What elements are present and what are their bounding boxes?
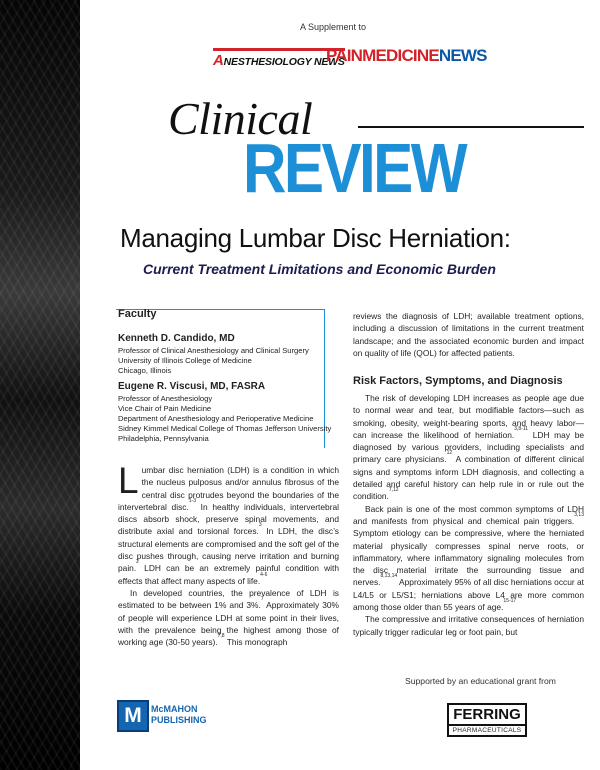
text-run: umbar disc herniation (LDH) is a condition in which the nucleus pulposus and/or annulus fibrosus of the central disc protrudes beyond the boundaries of the intervertebral disc. <box>118 465 339 512</box>
ferring-subtitle: PHARMACEUTICALS <box>447 726 527 737</box>
pain-medicine-news-logo <box>326 46 487 66</box>
mcmahon-line: PUBLISHING <box>151 715 207 725</box>
article-subtitle: Current Treatment Limitations and Economic Burden <box>143 261 496 277</box>
citation: 1-3 <box>188 497 197 504</box>
affiliation-line: Professor of Anesthesiology <box>118 394 213 403</box>
news-part: NEWS <box>438 46 487 65</box>
faculty-affiliation <box>118 346 348 376</box>
pain-medicine-part: PAINMEDICINE <box>326 46 439 65</box>
citation: 3,8-11 <box>514 425 529 432</box>
text-run: A combination of different clinical signs and symptoms inform LDH diagnosis, and collecting a detailed and careful history can help rule in or rule out the condition. <box>353 454 585 502</box>
affiliation-line: Philadelphia, Pennsylvania <box>118 434 209 443</box>
text-run: Approximately 95% of all disc herniations occur at L4/L5 or L5/S1; herniations above L4 are more common among those older than 55 years of age. <box>353 577 584 613</box>
citation: 12 <box>446 450 453 457</box>
clinical-heading: Clinical <box>168 93 313 144</box>
text-run: In developed countries, the prevalence of LDH is estimated to be between 1% and 3%. <box>118 587 339 611</box>
body-left-column <box>118 460 339 648</box>
body-paragraph: The compressive and irritative consequences of herniation typically trigger radicular leg or foot pain, but <box>353 614 584 637</box>
text-run: Back pain is one of the most common symptoms of LDH and manifests from physical and chemical pain triggers. <box>353 503 584 526</box>
text-run: This monograph <box>224 637 288 648</box>
faculty-member-1 <box>118 333 348 376</box>
mcmahon-line: McMAHON <box>151 704 198 714</box>
citation: 4-6 <box>260 571 268 578</box>
decorative-side-band <box>0 0 80 770</box>
citation: 7,12 <box>388 487 399 494</box>
faculty-name: Kenneth D. Candido, MD <box>118 333 235 344</box>
citation: 3,13 <box>574 511 584 518</box>
citation: 7 <box>260 596 264 603</box>
review-heading: REVIEW <box>243 129 466 207</box>
mcmahon-m-icon: M <box>117 700 149 732</box>
faculty-affiliation <box>118 394 363 444</box>
citation: 3 <box>258 522 262 529</box>
citation: 2 <box>136 559 139 566</box>
citation: 15-17 <box>503 598 517 605</box>
text-run: Symptom etiology can be compressive, where the herniated material physically compresses spinal nerve roots, or inflammatory, where inflammatory signaling molecules from the disc material irritate the surrounding tissue and nerves. <box>353 528 584 588</box>
text-run: In healthy individuals, intervertebral discs absorb shock, preserve spinal movements, and distribute axial and torsional forces. <box>118 501 339 537</box>
body-paragraph <box>118 587 339 648</box>
text-run: The risk of developing LDH increases as people age due to normal wear and tear, but modifiable factors—such as smoking, obesity, weight-bearing sports, and heavy labor—can increase the likelihood of herniation. <box>353 393 584 440</box>
body-paragraph: reviews the diagnosis of LDH; available treatment options, including a discussion of limitations in the current treatment landscape; and the associated economic burden and impact on quality of life (QOL) for affected patients. <box>353 311 584 358</box>
grant-support-note: Supported by an educational grant from <box>405 676 556 686</box>
affiliation-line: Vice Chair of Pain Medicine <box>118 404 212 413</box>
faculty-member-2 <box>118 381 363 444</box>
text-run: Approximately 30% of people will experience LDH at some point in their lives, with the prevalence being the highest among those of working age (30-50 years). <box>118 600 339 648</box>
header-rule <box>358 126 584 128</box>
affiliation-line: Professor of Clinical Anesthesiology and Clinical Surgery <box>118 346 309 355</box>
body-paragraph <box>353 392 584 503</box>
ferring-wordmark: FERRING <box>447 703 527 726</box>
article-title: Managing Lumbar Disc Herniation: <box>120 223 511 253</box>
body-right-column <box>353 392 584 638</box>
faculty-name: Eugene R. Viscusi, MD, FASRA <box>118 381 266 392</box>
body-right-intro <box>353 310 584 359</box>
affiliation-line: Chicago, Illinois <box>118 366 172 375</box>
drop-cap: L <box>118 460 139 501</box>
text-run: LDH can be an extremely painful condition with effects that affect many aspects of life. <box>118 563 339 586</box>
mcmahon-wordmark <box>151 704 207 726</box>
body-paragraph <box>353 503 584 614</box>
affiliation-line: University of Illinois College of Medicine <box>118 356 252 365</box>
section-heading-risk-factors: Risk Factors, Symptoms, and Diagnosis <box>353 375 563 387</box>
body-paragraph <box>118 460 339 587</box>
anes-logo-initial: A <box>213 52 224 69</box>
anes-logo-text: NESTHESIOLOGY NEWS <box>223 56 345 68</box>
anesthesiology-news-logo <box>213 48 345 69</box>
ferring-logo <box>447 703 527 737</box>
citation: 7,8 <box>217 633 225 640</box>
text-run: In LDH, the disc’s structural elements are compromised and the soft gel of the disc pushes through, causing nerve irritation and burning pain. <box>118 526 339 574</box>
affiliation-line: Department of Anesthesiology and Perioperative Medicine <box>118 414 314 423</box>
affiliation-line: Sidney Kimmel Medical College of Thomas Jefferson University <box>118 424 332 433</box>
supplement-label: A Supplement to <box>300 22 367 32</box>
faculty-heading: Faculty <box>118 308 157 320</box>
citation: 8,13,14 <box>380 573 398 580</box>
text-run: LDH may be diagnosed by various providers, including specialists and primary care physicians. <box>353 429 585 465</box>
